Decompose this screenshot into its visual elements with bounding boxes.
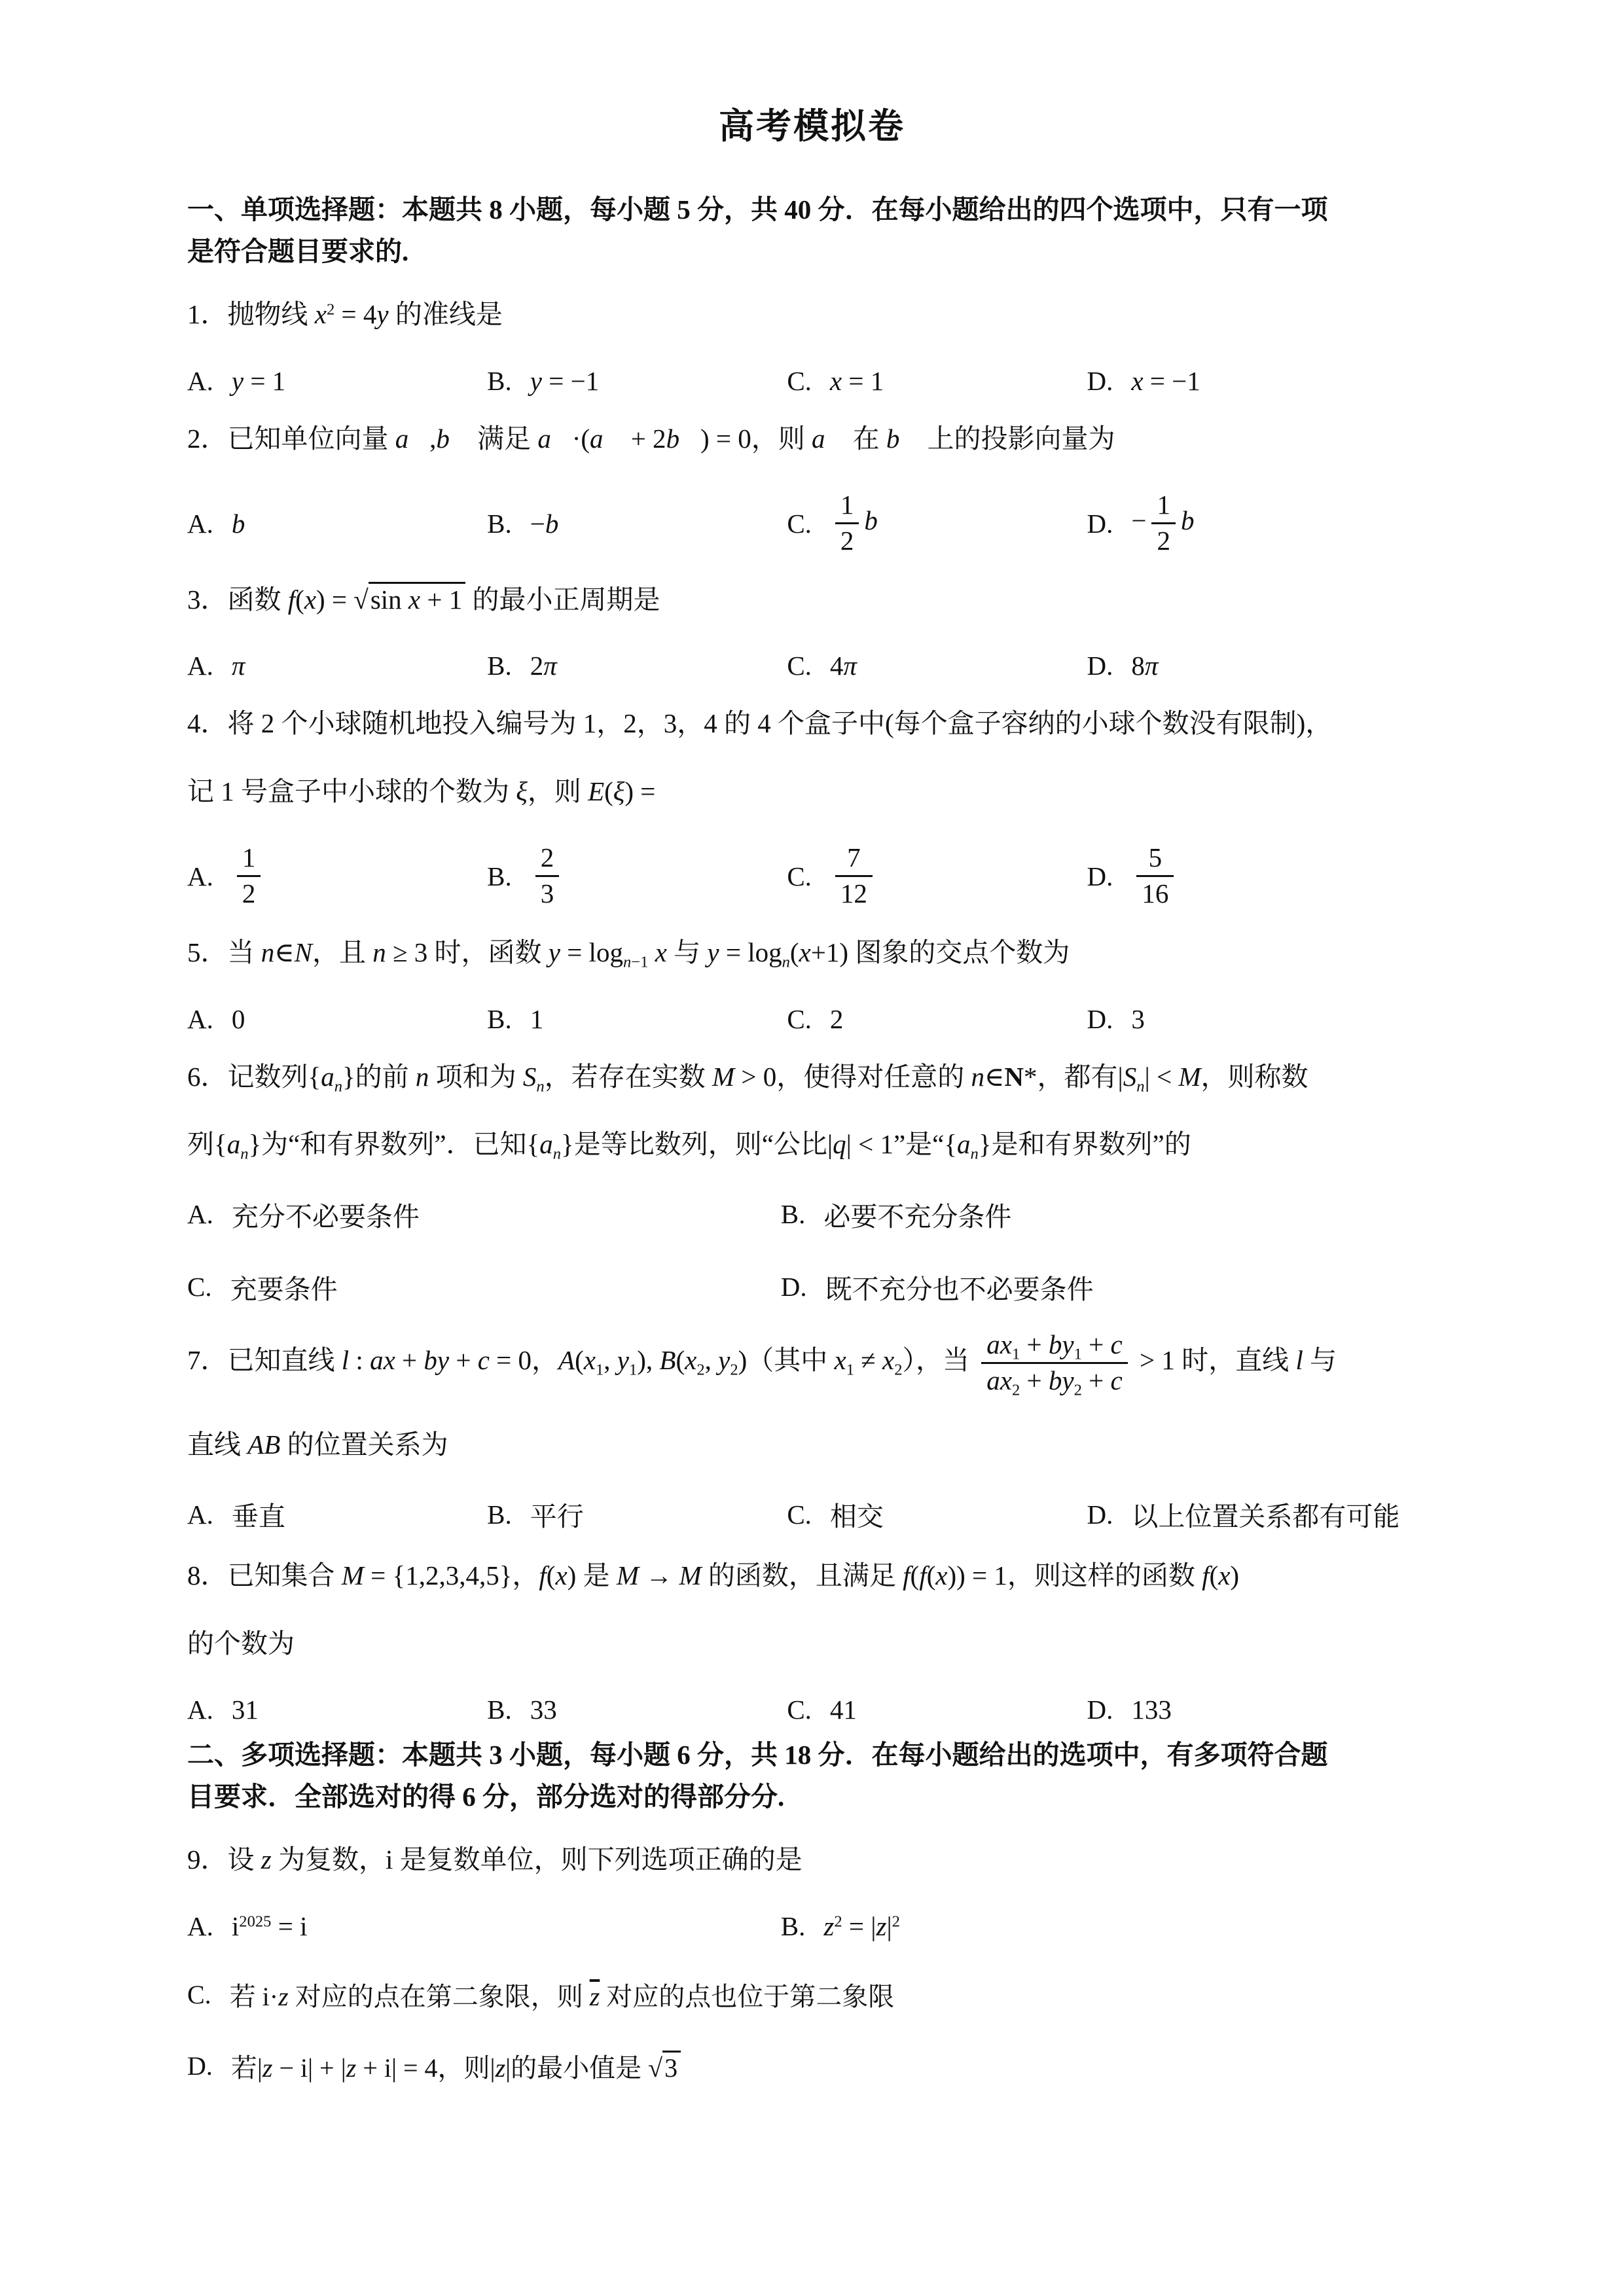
question-6-option-c: [187, 1268, 781, 1306]
question-4-option-c: [787, 842, 1087, 910]
question-2-option-c: [787, 489, 1087, 558]
option-label: D.: [187, 2051, 213, 2081]
option-content: $i^{2025} = i$: [231, 1910, 308, 1941]
option-content: −b⃗: [530, 508, 580, 539]
option-label: B.: [487, 1695, 512, 1725]
section-2-heading-line-2: 目要求．全部选对的得 6 分，部分选对的得部分分.: [187, 1781, 785, 1812]
option-content: x = 1: [829, 365, 884, 396]
question-9-options-row-ab: [187, 1910, 1437, 1942]
option-label: A.: [187, 1910, 213, 1941]
question-5-options: [187, 1003, 1437, 1035]
option-content: $z^2 = |z|^2$: [823, 1910, 900, 1941]
option-content: $\frac{1}{2}$ b⃗: [830, 489, 899, 558]
question-4-option-d: [1087, 842, 1437, 910]
question-5-option-d: [1087, 1003, 1437, 1035]
option-label: B.: [487, 1499, 512, 1530]
section-2-heading: [187, 1734, 1437, 1818]
option-content: $\frac{5}{16}$: [1131, 842, 1179, 910]
question-2-option-d: [1087, 489, 1437, 558]
section-1-heading-line-1: 一、单项选择题：本题共 8 小题，每小题 5 分，共 40 分．在每小题给出的四个选项中，只有一项: [187, 194, 1328, 224]
question-6-stem-line-1: 6．记数列$\{a_n\}$的前 n 项和为 $S_n$，若存在实数 M > 0，使得对任意的 n∈N*，都有$|S_n| < M$，则称数: [187, 1061, 1308, 1096]
question-4-stem-line-2: 记 1 号盒子中小球的个数为 ξ，则 E(ξ) =: [187, 776, 656, 806]
option-content: − $\frac{1}{2}$ b⃗: [1131, 490, 1216, 556]
option-label: B.: [487, 1003, 512, 1034]
option-content: π: [231, 651, 245, 681]
option-label: B.: [780, 1199, 806, 1230]
option-content: 平行: [530, 1501, 584, 1532]
question-1-stem: 1．抛物线 $x^2 = 4y$ 的准线是: [187, 299, 503, 330]
option-label: A.: [187, 508, 213, 539]
option-content: 2π: [530, 651, 557, 681]
option-label: A.: [187, 861, 213, 891]
option-label: B.: [487, 508, 512, 539]
question-9-option-b: [781, 1910, 1437, 1942]
question-5-option-a: [187, 1003, 487, 1035]
option-content: 0: [231, 1003, 245, 1034]
question-1-option-c: [787, 365, 1087, 397]
option-label: C.: [787, 1003, 812, 1034]
question-1-option-a: [187, 365, 487, 397]
question-3-option-d: [1087, 650, 1437, 681]
question-7-stem-line-2: 直线 AB 的位置关系为: [187, 1429, 448, 1460]
option-label: B.: [780, 1910, 806, 1941]
question-5-option-b: [487, 1003, 787, 1035]
question-8-stem-line-2: 的个数为: [187, 1628, 295, 1659]
question-5: [187, 933, 1437, 1035]
question-7-option-c: [787, 1495, 1087, 1534]
question-6-option-a: [187, 1195, 781, 1234]
option-content: $\frac{2}{3}$: [530, 842, 565, 910]
question-3-option-a: [187, 650, 487, 681]
option-content: y = 1: [231, 365, 286, 396]
question-6: [187, 1057, 1437, 1306]
option-label: D.: [1087, 1695, 1113, 1725]
question-9-option-a: [187, 1910, 781, 1942]
option-content: $\frac{1}{2}$: [232, 842, 266, 910]
option-label: A.: [187, 651, 213, 681]
question-8-option-b: [487, 1694, 787, 1725]
option-content: 充要条件: [230, 1274, 338, 1304]
question-8-stem-line-1: 8．已知集合 M = {1,2,3,4,5}，f(x) 是 M → M 的函数，且满足 f(f(x)) = 1，则这样的函数 f(x): [187, 1560, 1240, 1591]
option-label: A.: [187, 365, 213, 396]
question-1: [187, 295, 1437, 397]
question-3-option-b: [487, 650, 787, 681]
question-6-stem-line-2: 列$\{a_n\}$为“和有界数列”．已知$\{a_n\}$是等比数列，则“公比|q| < 1”是“$\{a_n\}$是和有界数列”的: [187, 1129, 1191, 1163]
option-content: 若 i·z 对应的点在第二象限，则 $\overline{z}$ 对应的点也位于第二象限: [229, 1981, 895, 2011]
question-3-stem: 3．函数 f(x) = √sin x + 1 的最小正周期是: [187, 580, 1437, 620]
question-8-option-c: [787, 1694, 1087, 1725]
question-2-option-a: [187, 508, 487, 539]
question-5-stem: 5．当 n∈N，且 n ≥ 3 时，函数 $y = \log_{n-1} x$ 与 $y = \log_n(x+1)$ 图象的交点个数为: [187, 937, 1070, 971]
option-label: C.: [787, 651, 812, 681]
option-content: 垂直: [231, 1501, 285, 1532]
question-6-option-d: [781, 1268, 1437, 1306]
question-8-option-d: [1087, 1694, 1437, 1725]
option-label: D.: [1087, 651, 1113, 681]
question-7-option-a: [187, 1495, 487, 1534]
option-label: C.: [187, 1979, 211, 2009]
option-content: 2: [829, 1003, 844, 1034]
option-content: $\frac{7}{12}$: [830, 842, 878, 910]
question-2: [187, 419, 1437, 558]
question-7-stem-line-1: 7．已知直线 l : ax + by + c = 0，$A(x_1$, $y_1$), $B(x_2$, $y_2$)（其中 $x_1 \ne x_2$），当 $\frac{ax_1 + by_1 + c}{ax_2 + by_2 + c}$ > 1 时，直线 l 与: [187, 1329, 1337, 1399]
option-content: y = −1: [530, 365, 600, 396]
option-label: C.: [787, 508, 812, 539]
question-3: [187, 580, 1437, 682]
question-1-option-d: [1087, 365, 1437, 397]
option-label: D.: [1087, 861, 1113, 891]
question-2-options: [187, 489, 1437, 558]
option-content: 1: [530, 1003, 544, 1034]
question-9: [187, 1840, 1437, 2085]
question-9-option-c: [187, 1976, 1437, 2013]
option-label: C.: [787, 1695, 812, 1725]
question-4-stem-line-1: 4．将 2 个小球随机地投入编号为 1，2，3，4 的 4 个盒子中(每个盒子容纳的小球个数没有限制)，: [187, 708, 1333, 739]
option-content: 以上位置关系都有可能: [1131, 1501, 1400, 1532]
option-content: 若|z − i| + |z + i| = 4，则|z|的最小值是 √3: [231, 2047, 681, 2085]
option-content: 41: [829, 1695, 857, 1725]
question-9-option-d: [187, 2047, 1437, 2085]
question-4-option-a: [187, 842, 487, 910]
option-label: D.: [1087, 365, 1113, 396]
question-8-options: [187, 1694, 1437, 1725]
question-1-option-b: [487, 365, 787, 397]
option-label: A.: [187, 1499, 213, 1530]
question-9-stem: 9．设 z 为复数，i 是复数单位，则下列选项正确的是: [187, 1844, 803, 1875]
page-title: 高考模拟卷: [719, 107, 905, 146]
question-2-stem: 2．已知单位向量 a⃗,b⃗ 满足 a⃗·(a⃗ + 2b⃗) = 0，则 a⃗ 在 b⃗ 上的投影向量为: [187, 423, 1115, 454]
question-6-option-b: [781, 1195, 1437, 1234]
question-8: [187, 1556, 1437, 1725]
option-label: C.: [187, 1272, 212, 1302]
question-6-options: [187, 1195, 1437, 1306]
section-1-heading: [187, 189, 1437, 272]
option-label: D.: [1087, 1499, 1113, 1530]
question-5-option-c: [787, 1003, 1087, 1035]
option-label: C.: [787, 861, 812, 891]
section-2-heading-line-1: 二、多项选择题：本题共 3 小题，每小题 6 分，共 18 分．在每小题给出的选项中，有多项符合题: [187, 1740, 1328, 1770]
option-label: A.: [187, 1003, 213, 1034]
option-label: D.: [1087, 1003, 1113, 1034]
option-label: B.: [487, 861, 512, 891]
option-content: 33: [530, 1695, 557, 1725]
option-label: B.: [487, 651, 512, 681]
option-label: C.: [787, 365, 812, 396]
question-7-option-b: [487, 1495, 787, 1534]
question-3-options: [187, 650, 1437, 681]
option-content: 相交: [829, 1501, 884, 1532]
option-content: 既不充分也不必要条件: [825, 1274, 1094, 1304]
option-label: B.: [487, 365, 512, 396]
option-content: 31: [231, 1695, 259, 1725]
question-7: [187, 1329, 1437, 1534]
option-label: C.: [787, 1499, 812, 1530]
option-content: 充分不必要条件: [231, 1201, 420, 1232]
option-content: b⃗: [231, 508, 266, 539]
question-4-options: [187, 842, 1437, 910]
question-4: [187, 704, 1437, 910]
question-7-options: [187, 1495, 1437, 1534]
option-content: 必要不充分条件: [823, 1201, 1012, 1232]
option-content: 3: [1131, 1003, 1145, 1034]
option-content: 4π: [829, 651, 857, 681]
option-label: D.: [1087, 508, 1113, 539]
question-1-options: [187, 365, 1437, 397]
option-content: 133: [1131, 1695, 1172, 1725]
question-3-option-c: [787, 650, 1087, 681]
option-content: x = −1: [1131, 365, 1200, 396]
question-2-option-b: [487, 508, 787, 539]
question-8-option-a: [187, 1694, 487, 1725]
section-1-heading-line-2: 是符合题目要求的.: [187, 236, 409, 266]
option-label: A.: [187, 1695, 213, 1725]
question-7-option-d: [1087, 1495, 1437, 1534]
option-content: 8π: [1131, 651, 1159, 681]
option-label: D.: [780, 1272, 807, 1302]
option-label: A.: [187, 1199, 213, 1230]
question-4-option-b: [487, 842, 787, 910]
